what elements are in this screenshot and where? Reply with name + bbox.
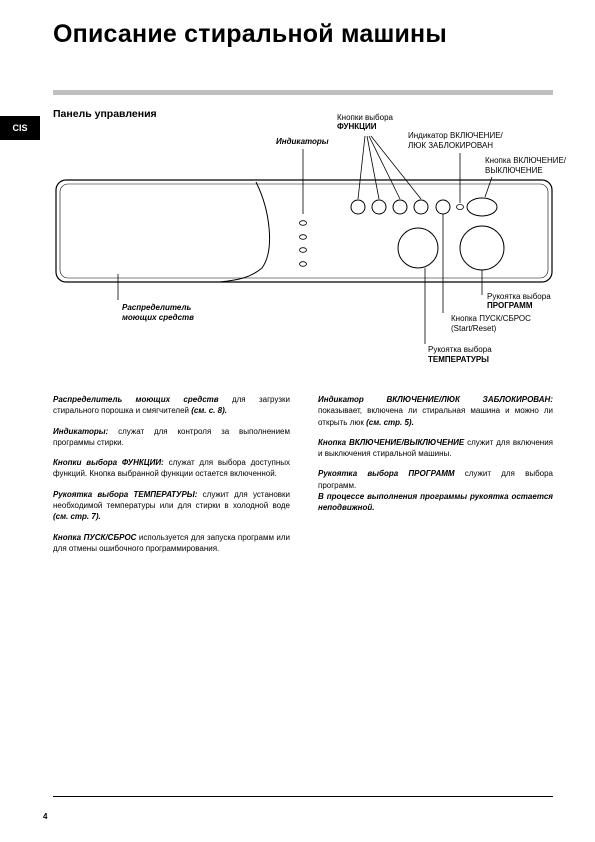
label-temperature-line1: Рукоятка выбора [428, 345, 492, 354]
term: Распределитель моющих средств [53, 395, 219, 404]
paragraph-text: служит для выбора программ. [318, 469, 553, 490]
function-button-2 [372, 200, 386, 214]
function-button-3 [393, 200, 407, 214]
leader-function-3 [369, 136, 400, 199]
panel-outline [56, 180, 552, 282]
temperature-knob [398, 228, 438, 268]
indicator-led-4 [300, 262, 307, 267]
label-programs-line2 [487, 301, 532, 311]
label-detergent-line2: моющих средств [122, 313, 194, 322]
label-function-buttons-line1: Кнопки выбора [337, 113, 393, 122]
page-title: Описание стиральной машины [53, 20, 447, 48]
label-start-reset-line1: Кнопка ПУСК/СБРОС [451, 314, 531, 323]
paragraph-ref: (см. стр. 7). [53, 512, 101, 522]
paragraph-text: используется для запуска программ или для отмены ошибочного программирования. [53, 532, 291, 553]
power-lock-indicator [457, 205, 464, 210]
panel-inner-outline [60, 184, 548, 278]
indicator-led-1 [300, 221, 307, 226]
label-temperature-line2 [428, 355, 489, 365]
paragraph-programs-note [318, 491, 553, 514]
term: Рукоятка выбора ТЕМПЕРАТУРЫ: [53, 489, 198, 499]
page-number: 4 [43, 812, 48, 821]
paragraph-function-buttons [53, 457, 290, 480]
paragraph-ref: В процессе выполнения программы рукоятка остается неподвижной. [318, 492, 553, 513]
label-function-buttons-line2 [337, 122, 377, 132]
label-power-lock-line2: ЛЮК ЗАБЛОКИРОВАН [408, 141, 494, 150]
function-button-4 [414, 200, 428, 214]
paragraph-start-reset [53, 532, 290, 555]
indicator-led-2 [300, 235, 307, 240]
label-power-lock-line1: Индикатор ВКЛЮЧЕНИЕ/ [408, 131, 503, 140]
paragraph-ref: (см. стр. 5). [366, 417, 414, 427]
term: Индикаторы: [53, 426, 109, 436]
paragraph-text: служит для установки необходимой температуры или для стирки в холодной воде [53, 489, 290, 511]
paragraph-power-button [318, 437, 553, 460]
label-power-button-line2: ВЫКЛЮЧЕНИЕ [485, 166, 543, 175]
label-start-reset-line2: (Start/Reset) [451, 324, 497, 333]
term: Индикатор ВКЛЮЧЕНИЕ/ЛЮК ЗАБЛОКИРОВАН: [318, 395, 553, 404]
leader-function-2 [367, 136, 379, 199]
term: Кнопка ПУСК/СБРОС [53, 532, 137, 542]
paragraph-text: показывает, включена ли стиральная машина и можно ли открыть люк [318, 406, 553, 427]
label-function-buttons-bold: ФУНКЦИИ [337, 122, 377, 131]
detergent-drawer-edge [220, 182, 270, 282]
term: Кнопки выбора ФУНКЦИИ: [53, 458, 164, 468]
leader-function-1 [358, 136, 365, 199]
term: Рукоятка выбора ПРОГРАММ [318, 469, 455, 479]
label-programs-line1: Рукоятка выбора [487, 292, 551, 301]
label-indicators: Индикаторы [276, 137, 329, 146]
section-tab: CIS [0, 116, 40, 140]
label-detergent-line1: Распределитель [122, 303, 192, 312]
label-programs-bold: ПРОГРАММ [487, 301, 533, 310]
footer-rule [53, 796, 553, 797]
paragraph-text: служат для выбора доступных функций. Кнопка выбранной функции остается включенной. [53, 458, 291, 479]
start-reset-button [436, 200, 450, 214]
section-heading: Панель управления [53, 108, 157, 120]
programs-knob [460, 226, 504, 270]
left-column [53, 394, 290, 563]
power-button [467, 198, 497, 216]
function-button-1 [351, 200, 365, 214]
paragraph-text: служат для контроля за выполнением программы стирки. [53, 426, 290, 447]
label-temperature-bold: ТЕМПЕРАТУРЫ [428, 355, 490, 364]
paragraph-indicators [53, 426, 290, 449]
paragraph-text: служит для включения и выключения стиральной машины. [318, 437, 553, 459]
paragraph-temperature [53, 489, 290, 523]
right-column [318, 394, 553, 523]
indicator-led-3 [300, 248, 307, 253]
paragraph-ref: (см. с. 8). [191, 406, 227, 416]
paragraph-text: для загрузки стирального порошка и смягчителей [53, 395, 290, 416]
paragraph-power-lock [318, 394, 553, 428]
paragraph-detergent [53, 394, 290, 417]
term: Кнопка ВКЛЮЧЕНИЕ/ВЫКЛЮЧЕНИЕ [318, 437, 465, 447]
paragraph-programs [318, 468, 553, 491]
label-power-button-line1: Кнопка ВКЛЮЧЕНИЕ/ [485, 156, 567, 165]
